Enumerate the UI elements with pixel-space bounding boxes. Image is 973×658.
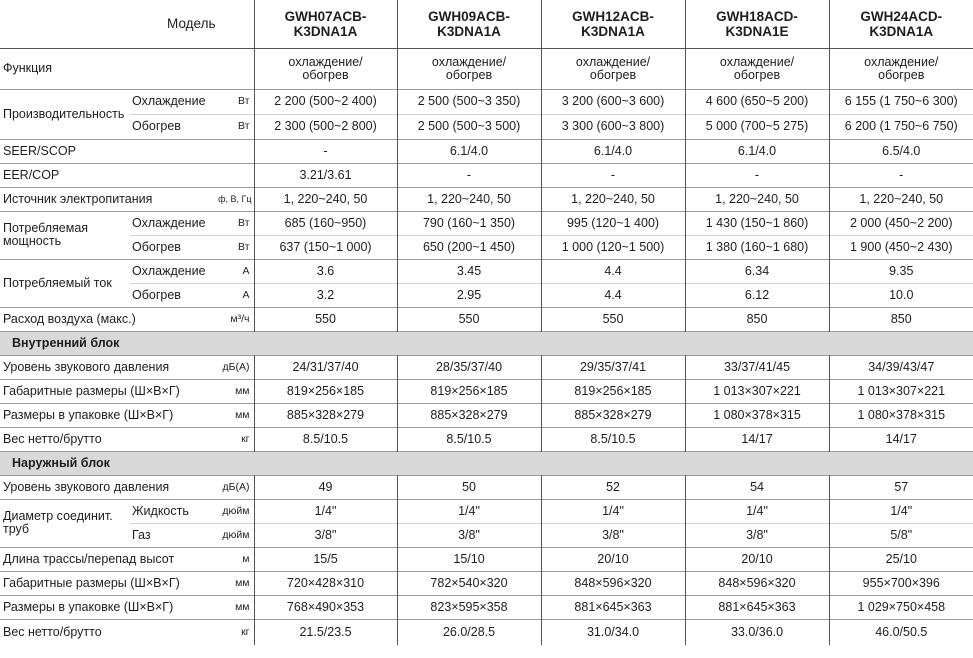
cell: - xyxy=(397,163,541,187)
cell: 790 (160~1 350) xyxy=(397,211,541,235)
cell: - xyxy=(541,163,685,187)
cell: 6.5/4.0 xyxy=(829,139,973,163)
row-label: Диаметр соединит. труб xyxy=(0,499,130,547)
row-label: Вес нетто/брутто xyxy=(3,431,102,446)
header-row xyxy=(0,0,973,48)
cell: охлаждение/ обогрев xyxy=(541,48,685,89)
cell: 2 500 (500~3 350) xyxy=(397,89,541,114)
row-capacity-heat xyxy=(0,114,973,139)
row-indoor-weight xyxy=(0,427,973,451)
cell: 3.6 xyxy=(254,259,397,283)
row-outdoor-route xyxy=(0,547,973,571)
cell: 550 xyxy=(541,307,685,331)
row-label: Источник электропитания xyxy=(3,191,153,206)
unit: Вт xyxy=(238,216,250,229)
unit: Вт xyxy=(238,240,250,253)
unit: дюйм xyxy=(222,528,250,541)
row-airflow xyxy=(0,307,973,331)
cell: - xyxy=(685,163,829,187)
cell: 10.0 xyxy=(829,283,973,307)
sub-label: Охлаждение xyxy=(132,215,206,230)
cell: 1 380 (160~1 680) xyxy=(685,235,829,259)
cell: 52 xyxy=(541,475,685,499)
row-label: Длина трассы/перепад высот xyxy=(3,551,175,566)
row-outdoor-package xyxy=(0,595,973,619)
cell: 25/10 xyxy=(829,547,973,571)
cell: 14/17 xyxy=(685,427,829,451)
cell: 46.0/50.5 xyxy=(829,619,973,645)
cell: 28/35/37/40 xyxy=(397,355,541,379)
row-indoor-noise xyxy=(0,355,973,379)
row-label: Габаритные размеры (Ш×В×Г) xyxy=(3,383,180,398)
cell: 1, 220~240, 50 xyxy=(685,187,829,211)
sub-label: Охлаждение xyxy=(132,94,206,108)
cell: 720×428×310 xyxy=(254,571,397,595)
unit: мм xyxy=(235,600,250,613)
unit: А xyxy=(242,288,250,301)
sub-label: Охлаждение xyxy=(132,263,206,278)
cell: 1, 220~240, 50 xyxy=(254,187,397,211)
model-header: GWH09ACB- K3DNA1A xyxy=(397,0,541,48)
cell: 1 013×307×221 xyxy=(829,379,973,403)
row-eer xyxy=(0,163,973,187)
cell: 8.5/10.5 xyxy=(397,427,541,451)
cell: 9.35 xyxy=(829,259,973,283)
cell: 3 300 (600~3 800) xyxy=(541,114,685,139)
cell: 1/4" xyxy=(541,499,685,523)
cell: 21.5/23.5 xyxy=(254,619,397,645)
cell: 33/37/41/45 xyxy=(685,355,829,379)
row-label: Потребляемая мощность xyxy=(0,211,130,259)
cell: 2 500 (500~3 500) xyxy=(397,114,541,139)
cell: 1 080×378×315 xyxy=(685,403,829,427)
sub-label: Газ xyxy=(132,527,151,542)
cell: 34/39/43/47 xyxy=(829,355,973,379)
cell: 1 430 (150~1 860) xyxy=(685,211,829,235)
cell: 57 xyxy=(829,475,973,499)
cell: 2.95 xyxy=(397,283,541,307)
row-pipe-liquid xyxy=(0,499,973,523)
cell: 6.34 xyxy=(685,259,829,283)
cell: 1 080×378×315 xyxy=(829,403,973,427)
row-label: Функция xyxy=(3,61,53,75)
cell: 3/8" xyxy=(397,523,541,547)
row-label: Уровень звукового давления xyxy=(3,479,170,494)
section-title: Наружный блок xyxy=(0,451,973,475)
cell: 1 013×307×221 xyxy=(685,379,829,403)
section-indoor xyxy=(0,331,973,355)
cell: 31.0/34.0 xyxy=(541,619,685,645)
cell: 1 000 (120~1 500) xyxy=(541,235,685,259)
cell: 33.0/36.0 xyxy=(685,619,829,645)
unit: Вт xyxy=(238,95,250,107)
cell: 3.2 xyxy=(254,283,397,307)
row-indoor-dimensions xyxy=(0,379,973,403)
cell: 3 200 (600~3 600) xyxy=(541,89,685,114)
cell: 6 155 (1 750~6 300) xyxy=(829,89,973,114)
cell: 2 000 (450~2 200) xyxy=(829,211,973,235)
unit: дБ(А) xyxy=(222,360,250,373)
cell: 850 xyxy=(685,307,829,331)
cell: 1 900 (450~2 430) xyxy=(829,235,973,259)
cell: 848×596×320 xyxy=(685,571,829,595)
sub-label: Жидкость xyxy=(132,503,189,518)
model-header: GWH07ACB- K3DNA1A xyxy=(254,0,397,48)
row-current-heat xyxy=(0,283,973,307)
row-label: Размеры в упаковке (Ш×В×Г) xyxy=(3,599,174,614)
cell: 881×645×363 xyxy=(685,595,829,619)
unit: дюйм xyxy=(222,504,250,517)
cell: 819×256×185 xyxy=(397,379,541,403)
unit: мм xyxy=(235,576,250,589)
row-function xyxy=(0,48,973,89)
cell: 1/4" xyxy=(829,499,973,523)
cell: 768×490×353 xyxy=(254,595,397,619)
cell: 24/31/37/40 xyxy=(254,355,397,379)
cell: 1/4" xyxy=(685,499,829,523)
cell: 885×328×279 xyxy=(397,403,541,427)
cell: 550 xyxy=(254,307,397,331)
row-label: Производительность xyxy=(0,89,130,139)
cell: 4 600 (650~5 200) xyxy=(685,89,829,114)
unit: дБ(А) xyxy=(222,480,250,493)
row-pipe-gas xyxy=(0,523,973,547)
cell: 49 xyxy=(254,475,397,499)
cell: 885×328×279 xyxy=(254,403,397,427)
row-label: Расход воздуха (макс.) xyxy=(3,311,136,326)
row-power-heat xyxy=(0,235,973,259)
cell: 14/17 xyxy=(829,427,973,451)
row-outdoor-dimensions xyxy=(0,571,973,595)
row-seer xyxy=(0,139,973,163)
cell: 6 200 (1 750~6 750) xyxy=(829,114,973,139)
unit: кг xyxy=(241,432,250,445)
cell: 3/8" xyxy=(541,523,685,547)
row-label: SEER/SCOP xyxy=(3,143,76,158)
row-label: Вес нетто/брутто xyxy=(3,624,102,639)
cell: 1, 220~240, 50 xyxy=(541,187,685,211)
section-outdoor xyxy=(0,451,973,475)
unit: м³/ч xyxy=(230,312,250,325)
cell: 50 xyxy=(397,475,541,499)
sub-label: Обогрев xyxy=(132,119,181,133)
section-title: Внутренний блок xyxy=(0,331,973,355)
cell: 550 xyxy=(397,307,541,331)
row-label: Габаритные размеры (Ш×В×Г) xyxy=(3,575,180,590)
cell: 54 xyxy=(685,475,829,499)
unit: ф, В, Гц xyxy=(218,193,252,204)
row-label: Потребляемый ток xyxy=(0,259,130,307)
unit: мм xyxy=(235,408,250,421)
cell: 1, 220~240, 50 xyxy=(829,187,973,211)
cell: 29/35/37/41 xyxy=(541,355,685,379)
cell: 1/4" xyxy=(397,499,541,523)
cell: 4.4 xyxy=(541,283,685,307)
unit: м xyxy=(242,552,250,565)
cell: 3.21/3.61 xyxy=(254,163,397,187)
cell: - xyxy=(254,139,397,163)
cell: 2 300 (500~2 800) xyxy=(254,114,397,139)
cell: охлаждение/ обогрев xyxy=(685,48,829,89)
model-header: GWH12ACB- K3DNA1A xyxy=(541,0,685,48)
cell: 3.45 xyxy=(397,259,541,283)
cell: 848×596×320 xyxy=(541,571,685,595)
cell: 3/8" xyxy=(685,523,829,547)
cell: 819×256×185 xyxy=(541,379,685,403)
cell: 15/10 xyxy=(397,547,541,571)
cell: 6.1/4.0 xyxy=(397,139,541,163)
cell: охлаждение/ обогрев xyxy=(397,48,541,89)
cell: 20/10 xyxy=(541,547,685,571)
row-capacity-cool xyxy=(0,89,973,114)
cell: 995 (120~1 400) xyxy=(541,211,685,235)
cell: 885×328×279 xyxy=(541,403,685,427)
sub-label: Обогрев xyxy=(132,287,181,302)
cell: 823×595×358 xyxy=(397,595,541,619)
cell: 637 (150~1 000) xyxy=(254,235,397,259)
cell: 4.4 xyxy=(541,259,685,283)
model-header: GWH24ACD- K3DNA1A xyxy=(829,0,973,48)
cell: 955×700×396 xyxy=(829,571,973,595)
cell: охлаждение/ обогрев xyxy=(254,48,397,89)
cell: 8.5/10.5 xyxy=(541,427,685,451)
model-header: GWH18ACD- K3DNA1E xyxy=(685,0,829,48)
cell: 20/10 xyxy=(685,547,829,571)
row-indoor-package xyxy=(0,403,973,427)
cell: 881×645×363 xyxy=(541,595,685,619)
row-label: Размеры в упаковке (Ш×В×Г) xyxy=(3,407,174,422)
cell: 5/8" xyxy=(829,523,973,547)
cell: 26.0/28.5 xyxy=(397,619,541,645)
row-power-cool xyxy=(0,211,973,235)
cell: 1/4" xyxy=(254,499,397,523)
row-outdoor-weight xyxy=(0,619,973,645)
cell: 5 000 (700~5 275) xyxy=(685,114,829,139)
model-label: Модель xyxy=(167,16,216,32)
cell: 6.1/4.0 xyxy=(541,139,685,163)
cell: 782×540×320 xyxy=(397,571,541,595)
unit: Вт xyxy=(238,120,250,132)
cell: охлаждение/ обогрев xyxy=(829,48,973,89)
cell: 650 (200~1 450) xyxy=(397,235,541,259)
row-label: EER/COP xyxy=(3,167,60,182)
cell: 1, 220~240, 50 xyxy=(397,187,541,211)
cell: 6.1/4.0 xyxy=(685,139,829,163)
unit: А xyxy=(242,264,250,277)
row-power-source xyxy=(0,187,973,211)
cell: 15/5 xyxy=(254,547,397,571)
cell: 685 (160~950) xyxy=(254,211,397,235)
unit: кг xyxy=(241,625,250,638)
sub-label: Обогрев xyxy=(132,239,181,254)
row-outdoor-noise xyxy=(0,475,973,499)
cell: 8.5/10.5 xyxy=(254,427,397,451)
unit: мм xyxy=(235,384,250,397)
cell: 850 xyxy=(829,307,973,331)
row-label: Уровень звукового давления xyxy=(3,359,170,374)
row-current-cool xyxy=(0,259,973,283)
cell: 2 200 (500~2 400) xyxy=(254,89,397,114)
cell: 3/8" xyxy=(254,523,397,547)
cell: 1 029×750×458 xyxy=(829,595,973,619)
cell: 819×256×185 xyxy=(254,379,397,403)
cell: 6.12 xyxy=(685,283,829,307)
cell: - xyxy=(829,163,973,187)
